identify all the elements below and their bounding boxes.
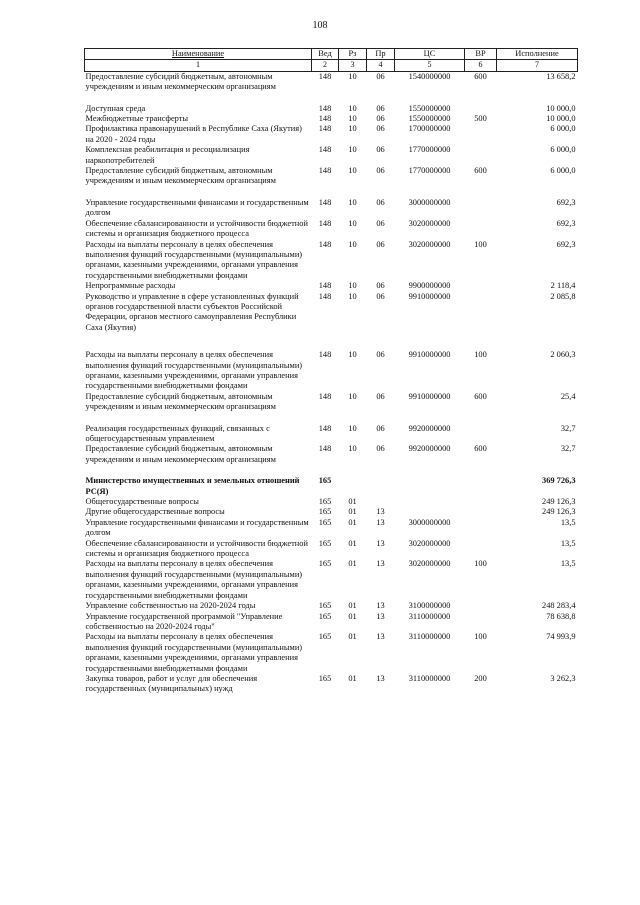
- item-name: Предоставление субсидий бюджетным, автономным учреждениям и иным некоммерческим организациям: [85, 444, 276, 464]
- item-ved: 148: [318, 391, 332, 401]
- item-cs: 1550000000: [408, 114, 451, 124]
- item-name: Предоставление субсидий бюджетным, автономным учреждениям и иным некоммерческим организациям: [85, 71, 276, 92]
- item-rz: 10: [348, 239, 357, 249]
- item-ved: 165: [318, 632, 332, 642]
- item-vr: 600: [474, 71, 487, 81]
- item-amount: 10 000,0: [546, 114, 576, 124]
- item-vr: 100: [474, 559, 487, 569]
- item-cs: 9900000000: [408, 281, 451, 291]
- item-cs: 9910000000: [408, 350, 451, 360]
- item-ved: 165: [318, 476, 332, 486]
- item-amount: 25,4: [560, 391, 576, 401]
- item-vr: 100: [474, 350, 487, 360]
- item-vr: [465, 124, 497, 145]
- item-amount: 13,5: [560, 538, 576, 548]
- item-cs: [395, 465, 465, 497]
- item-amount: 32,7: [560, 423, 576, 433]
- table-row: [85, 124, 578, 145]
- header-number: 7: [497, 60, 578, 71]
- item-amount: 13 658,2: [546, 71, 576, 81]
- table-row: [85, 187, 578, 219]
- item-vr: 100: [474, 632, 487, 642]
- item-pr: 13: [376, 559, 385, 569]
- table-row: [85, 93, 578, 114]
- item-rz: 01: [348, 601, 357, 611]
- item-pr: [367, 497, 395, 507]
- item-name: Другие общегосударственные вопросы: [85, 507, 225, 517]
- item-name: Общегосударственные вопросы: [85, 497, 199, 507]
- item-name: Закупка товаров, работ и услуг для обеспечения государственных (муниципальных) нужд: [85, 673, 258, 694]
- item-vr: [465, 187, 497, 219]
- item-amount: 2 060,3: [550, 350, 576, 360]
- item-cs: 3110000000: [408, 673, 451, 683]
- item-pr: 13: [376, 611, 385, 621]
- page-number: 108: [312, 20, 328, 31]
- table-row: [85, 465, 578, 497]
- table-row: [85, 674, 578, 695]
- item-cs: 3020000000: [408, 538, 451, 548]
- item-amount: 2 085,8: [550, 291, 576, 301]
- item-name: Министерство имущественных и земельных отношений РС(Я): [85, 476, 300, 496]
- item-vr: [465, 539, 497, 560]
- item-ved: 148: [318, 291, 332, 301]
- item-name: Реализация государственных функций, связанных с общегосударственным управлением: [85, 423, 270, 443]
- item-pr: 13: [376, 673, 385, 683]
- item-vr: 600: [474, 166, 487, 176]
- item-ved: 165: [318, 497, 332, 507]
- budget-table-container: [84, 48, 577, 695]
- item-pr: 13: [376, 601, 385, 611]
- item-ved: 148: [318, 218, 332, 228]
- item-rz: 01: [348, 497, 357, 507]
- item-cs: 1700000000: [408, 124, 451, 134]
- item-vr: [465, 465, 497, 497]
- item-pr: 06: [376, 444, 385, 454]
- table-row: [85, 281, 578, 291]
- item-pr: 06: [376, 145, 385, 155]
- item-pr: 13: [376, 517, 385, 527]
- item-pr: 06: [376, 391, 385, 401]
- item-rz: 10: [348, 423, 357, 433]
- item-vr: [465, 413, 497, 445]
- item-rz: 10: [348, 218, 357, 228]
- item-rz: 10: [348, 281, 357, 291]
- item-rz: 10: [348, 350, 357, 360]
- item-ved: 148: [318, 197, 332, 207]
- item-pr: 06: [376, 239, 385, 249]
- item-ved: 148: [318, 124, 332, 134]
- item-vr: 100: [474, 239, 487, 249]
- table-row: [85, 444, 578, 465]
- item-name: Межбюджетные трансферты: [85, 114, 189, 124]
- item-ved: 165: [318, 559, 332, 569]
- item-vr: [465, 93, 497, 114]
- item-amount: 78 638,8: [546, 611, 576, 621]
- item-amount: 6 000,0: [550, 166, 576, 176]
- item-rz: [339, 465, 367, 497]
- item-amount: 13,5: [560, 559, 576, 569]
- item-ved: 148: [318, 71, 332, 81]
- item-rz: 01: [348, 632, 357, 642]
- item-rz: 01: [348, 538, 357, 548]
- item-name: Предоставление субсидий бюджетным, автономным учреждениям и иным некоммерческим организациям: [85, 391, 276, 412]
- table-header: [85, 49, 578, 72]
- item-name: Управление государственными финансами и государственным долгом: [85, 517, 309, 538]
- item-rz: 10: [348, 391, 357, 401]
- header-row: [85, 49, 578, 60]
- item-pr: [367, 465, 395, 497]
- item-pr: 06: [376, 197, 385, 207]
- item-ved: 148: [318, 114, 332, 124]
- item-amount: 32,7: [560, 444, 576, 454]
- header-number: 2: [312, 60, 339, 71]
- table-row: [85, 114, 578, 124]
- item-vr: [465, 507, 497, 517]
- item-cs: 3110000000: [408, 611, 451, 621]
- item-amount: 2 118,4: [550, 281, 576, 291]
- item-pr: 06: [376, 71, 385, 81]
- item-name: Руководство и управление в сфере установленных функций органов государственной власти субъектов Российской Федерации, органов местного самоуправления Республики Саха (Якутия): [85, 291, 299, 332]
- table-row: [85, 539, 578, 560]
- header-vr: ВР: [465, 49, 497, 60]
- item-pr: 13: [376, 507, 385, 517]
- table-row: [85, 518, 578, 539]
- item-ved: 148: [318, 239, 332, 249]
- item-amount: 3 262,3: [550, 673, 576, 683]
- item-rz: 10: [348, 71, 357, 81]
- header-number: 6: [465, 60, 497, 71]
- item-cs: 3020000000: [408, 559, 451, 569]
- item-name: Управление собственностью на 2020-2024 годы: [85, 601, 256, 611]
- item-rz: 10: [348, 166, 357, 176]
- item-vr: [465, 612, 497, 633]
- item-ved: 165: [318, 611, 332, 621]
- item-name: Управление государственными финансами и государственным долгом: [85, 197, 309, 218]
- header-number: 1: [85, 60, 312, 71]
- item-rz: 01: [348, 611, 357, 621]
- item-pr: 13: [376, 632, 385, 642]
- table-row: [85, 292, 578, 334]
- item-vr: [465, 497, 497, 507]
- item-cs: 3020000000: [408, 218, 451, 228]
- header-number: 5: [395, 60, 465, 71]
- header-number-row: [85, 60, 578, 71]
- item-cs: [395, 507, 465, 517]
- item-vr: [465, 219, 497, 240]
- item-ved: 148: [318, 166, 332, 176]
- header-cs: ЦС: [395, 49, 465, 60]
- item-pr: 06: [376, 291, 385, 301]
- item-cs: 1550000000: [408, 103, 451, 113]
- item-name: Расходы на выплаты персоналу в целях обеспечения выполнения функций государственными (муниципальными) органами, казенными учреждениями, органами управления государственными внебюджетными фондами: [85, 239, 303, 280]
- item-pr: 06: [376, 423, 385, 433]
- item-cs: 3000000000: [408, 517, 451, 527]
- item-ved: 148: [318, 423, 332, 433]
- item-vr: 600: [474, 444, 487, 454]
- item-name: Непрограммные расходы: [85, 281, 176, 291]
- item-cs: 3000000000: [408, 197, 451, 207]
- item-name: Комплексная реабилитация и ресоциализация наркопотребителей: [85, 145, 250, 165]
- item-pr: 06: [376, 281, 385, 291]
- table-row: [85, 392, 578, 413]
- item-cs: 1540000000: [408, 71, 451, 81]
- item-rz: 01: [348, 507, 357, 517]
- item-vr: [465, 281, 497, 291]
- header-number: 3: [339, 60, 367, 71]
- header-rz: Рз: [339, 49, 367, 60]
- item-name: Расходы на выплаты персоналу в целях обеспечения выполнения функций государственными (муниципальными) органами, казенными учреждениями, органами управления государственными внебюджетными фондами: [85, 559, 303, 600]
- item-amount: 692,3: [556, 218, 576, 228]
- table-row: [85, 612, 578, 633]
- item-rz: 10: [348, 444, 357, 454]
- table-row: [85, 166, 578, 187]
- item-name: Расходы на выплаты персоналу в целях обеспечения выполнения функций государственными (муниципальными) органами, казенными учреждениями, органами управления государственными внебюджетными фондами: [85, 632, 303, 673]
- item-cs: 1770000000: [408, 166, 451, 176]
- table-row: [85, 559, 578, 601]
- item-ved: 148: [318, 103, 332, 113]
- item-rz: 10: [348, 114, 357, 124]
- item-pr: 06: [376, 166, 385, 176]
- item-cs: 9920000000: [408, 444, 451, 454]
- item-ved: 148: [318, 350, 332, 360]
- item-amount: 74 993,9: [546, 632, 576, 642]
- table-row: [85, 71, 578, 92]
- item-pr: 06: [376, 218, 385, 228]
- item-rz: 01: [348, 673, 357, 683]
- item-cs: 1770000000: [408, 145, 451, 155]
- item-pr: 06: [376, 124, 385, 134]
- item-ved: 165: [318, 538, 332, 548]
- item-rz: 10: [348, 197, 357, 207]
- item-pr: 06: [376, 114, 385, 124]
- item-cs: 9910000000: [408, 291, 451, 301]
- item-rz: 10: [348, 145, 357, 155]
- item-rz: 01: [348, 517, 357, 527]
- item-amount: 249 126,3: [542, 497, 576, 507]
- item-name: Расходы на выплаты персоналу в целях обеспечения выполнения функций государственными (муниципальными) органами, казенными учреждениями, органами управления государственными внебюджетными фондами: [85, 350, 303, 391]
- table-row: [85, 632, 578, 674]
- item-amount: 369 726,3: [542, 476, 576, 486]
- item-ved: 148: [318, 281, 332, 291]
- item-amount: 13,5: [560, 517, 576, 527]
- header-execution: Исполнение: [497, 49, 578, 60]
- item-ved: 165: [318, 673, 332, 683]
- item-vr: 600: [474, 391, 487, 401]
- budget-table: [84, 48, 578, 695]
- item-name: Доступная среда: [85, 103, 146, 113]
- table-row: [85, 333, 578, 392]
- item-vr: [465, 518, 497, 539]
- item-rz: 10: [348, 291, 357, 301]
- item-name: Обеспечение сбалансированности и устойчивости бюджетной системы и организация бюджетного процесса: [85, 218, 308, 239]
- item-vr: [465, 145, 497, 166]
- item-rz: 01: [348, 559, 357, 569]
- header-ved: Вед: [312, 49, 339, 60]
- header-number: 4: [367, 60, 395, 71]
- item-ved: 165: [318, 517, 332, 527]
- item-pr: 06: [376, 103, 385, 113]
- item-cs: 9910000000: [408, 391, 451, 401]
- item-pr: 06: [376, 350, 385, 360]
- table-body: [85, 71, 578, 694]
- item-name: Профилактика правонарушений в Республике Саха (Якутия) на 2020 - 2024 годы: [85, 124, 302, 144]
- item-rz: 10: [348, 103, 357, 113]
- item-name: Обеспечение сбалансированности и устойчивости бюджетной системы и организация бюджетного процесса: [85, 538, 308, 559]
- item-amount: 249 126,3: [542, 507, 576, 517]
- item-cs: 3110000000: [408, 632, 451, 642]
- item-cs: 3100000000: [408, 601, 451, 611]
- item-cs: 3020000000: [408, 239, 451, 249]
- item-vr: 200: [474, 673, 487, 683]
- item-ved: 148: [318, 444, 332, 454]
- header-pr: Пр: [367, 49, 395, 60]
- item-amount: 692,3: [556, 197, 576, 207]
- item-amount: 692,3: [556, 239, 576, 249]
- item-amount: 248 283,4: [542, 601, 576, 611]
- item-name: Управление государственной программой "Управление собственностью на 2020-2024 годы": [85, 611, 283, 631]
- item-ved: 165: [318, 601, 332, 611]
- item-rz: 10: [348, 124, 357, 134]
- item-cs: 9920000000: [408, 423, 451, 433]
- table-row: [85, 145, 578, 166]
- table-row: [85, 240, 578, 282]
- table-row: [85, 413, 578, 445]
- item-pr: 13: [376, 538, 385, 548]
- item-vr: [465, 292, 497, 334]
- item-amount: 10 000,0: [546, 103, 576, 113]
- item-vr: [465, 601, 497, 611]
- table-row: [85, 601, 578, 611]
- item-ved: 148: [318, 145, 332, 155]
- header-name: Наименование: [85, 49, 312, 60]
- table-row: [85, 497, 578, 507]
- item-amount: 6 000,0: [550, 145, 576, 155]
- item-cs: [395, 497, 465, 507]
- item-name: Предоставление субсидий бюджетным, автономным учреждениям и иным некоммерческим организациям: [85, 166, 276, 186]
- item-amount: 6 000,0: [550, 124, 576, 134]
- table-row: [85, 219, 578, 240]
- item-vr: 500: [474, 114, 487, 124]
- table-row: [85, 507, 578, 517]
- item-ved: 165: [318, 507, 332, 517]
